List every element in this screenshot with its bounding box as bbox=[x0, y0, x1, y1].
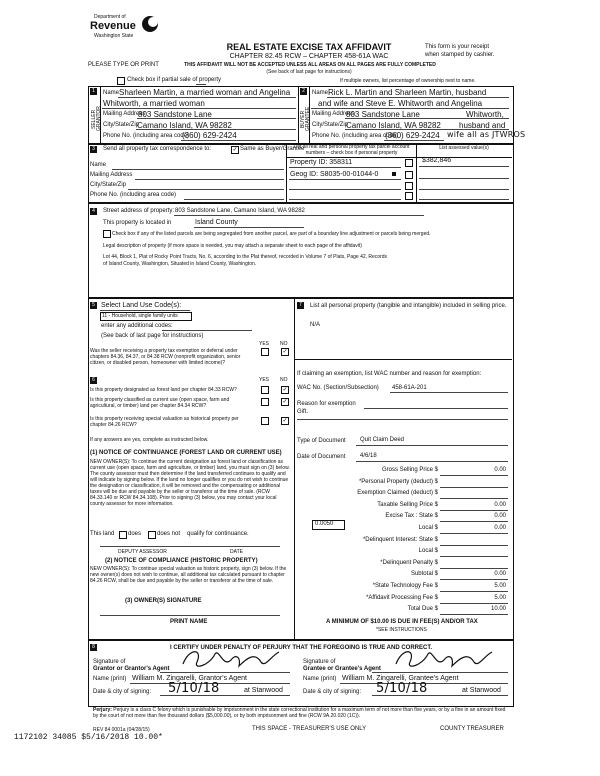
calc-row-label: Excise Tax : State $ bbox=[385, 513, 438, 519]
calc-row-value[interactable]: 5.00 bbox=[494, 583, 506, 589]
buyer-city-field[interactable]: Camano Island, WA 98282 bbox=[346, 121, 441, 130]
historic-title: (2) NOTICE OF COMPLIANCE (HISTORIC PROPERTY) bbox=[105, 558, 258, 564]
same-as-buyer-label: Same as Buyer/Grantee bbox=[240, 146, 305, 152]
corr-city-label: City/State/Zip bbox=[90, 182, 127, 188]
reason-label: Reason for exemption bbox=[297, 401, 356, 407]
grantor-name-label: Name (print) bbox=[93, 676, 127, 682]
boundary-label: Check box if any of the listed parcels are being segregated from another parcel, are part of a boundary line adjustment or parcels being merged. bbox=[112, 231, 431, 237]
grantee-sig-label2: Grantee or Grantee's Agent bbox=[303, 666, 381, 672]
dept-line3: Washington State bbox=[94, 33, 134, 39]
dept-line2: Revenue bbox=[90, 20, 136, 32]
wac-label: WAC No. (Section/Subsection) bbox=[297, 385, 379, 391]
reason-value[interactable]: Gift. bbox=[297, 409, 309, 415]
minimum-note: A MINIMUM OF $10.00 IS DUE IN FEE(S) AND/OR TAX bbox=[326, 619, 478, 625]
calc-row-label: *Delinquent Interest: State $ bbox=[362, 537, 438, 543]
owner-signature-label: (3) OWNER(S) SIGNATURE bbox=[125, 598, 202, 604]
calc-row-label: Total Due $ bbox=[407, 606, 438, 612]
s5-no-header: NO bbox=[280, 341, 288, 347]
receipt-note2: when stamped by cashier. bbox=[425, 52, 495, 58]
buyer-city-label: City/State/Zip bbox=[312, 122, 349, 128]
exemption-no-checkbox[interactable]: ✓ bbox=[282, 349, 288, 355]
section-5-number: 5 bbox=[90, 302, 97, 309]
form-title: REAL ESTATE EXCISE TAX AFFIDAVIT bbox=[226, 42, 392, 52]
calc-row-label: *State Technology Fee $ bbox=[372, 583, 438, 589]
receipt-note1: This form is your receipt bbox=[425, 44, 490, 50]
seller-name-label: Name bbox=[103, 90, 120, 96]
calc-row-label: Gross Selling Price $ bbox=[381, 467, 438, 473]
legal-desc-label: Legal description of property (if more space is needed, you may attach a separate sheet to each page of the affidavit) bbox=[103, 243, 362, 249]
buyer-name-field-line2[interactable]: and wife and Steve E. Whitworth and Angelina bbox=[318, 99, 483, 108]
doc-date-label: Date of Document bbox=[297, 454, 346, 460]
doc-type-label: Type of Document bbox=[297, 438, 346, 444]
calc-row-value[interactable]: 0.00 bbox=[494, 571, 506, 577]
buyer-city-field-cont[interactable]: husband and bbox=[459, 121, 506, 130]
street-address-field[interactable]: 803 Sandstone Lane, Camano Island, WA 98282 bbox=[175, 208, 305, 214]
buyer-phone-field[interactable]: (360) 629-2424 bbox=[385, 131, 440, 140]
section-3-number: 3 bbox=[90, 146, 97, 153]
street-address-label: Street address of property: bbox=[103, 208, 175, 214]
corr-phone-label: Phone No. (including area code) bbox=[90, 192, 177, 198]
dor-logo bbox=[84, 10, 164, 48]
if-yes-note: If any answers are yes, complete as instructed below. bbox=[90, 437, 209, 443]
form-warning: THIS AFFIDAVIT WILL NOT BE ACCEPTED UNLESS ALL AREAS ON ALL PAGES ARE FULLY COMPLETED bbox=[184, 62, 436, 68]
perjury-text: Perjury is a class C felony which is punishable by imprisonment in the state correctional institution for a maximum term of not more than five years, or by a fine in an amount fixed by the court of not more than five thousand dollars ($5,000.00), or by both imprisonment and fine (RCW 9A.20.020 (1C)). bbox=[93, 707, 506, 719]
buyer-address-field[interactable]: 803 Sandstone Lane bbox=[346, 110, 420, 119]
forest-yes-checkbox[interactable] bbox=[261, 386, 269, 394]
s6-yes-header: YES bbox=[259, 377, 270, 383]
see-back-note: (See back of last page for instructions) bbox=[266, 69, 352, 75]
buyer-phone-label: Phone No. (including area code) bbox=[312, 133, 399, 139]
grantor-sig-label1: Signature of bbox=[93, 659, 126, 665]
county-treasurer-label: COUNTY TREASURER bbox=[440, 726, 504, 732]
historic-question: Is this property receiving special valuation as historical property per chapter 84.26 RCW? bbox=[90, 416, 239, 428]
calc-row-label: *Affidavit Processing Fee $ bbox=[366, 595, 438, 601]
does-qualify-checkbox[interactable] bbox=[119, 531, 127, 539]
calc-row-value[interactable]: 0.00 bbox=[494, 502, 506, 508]
historic-yes-checkbox[interactable] bbox=[261, 417, 269, 425]
historic-no-checkbox[interactable]: ✓ bbox=[282, 418, 288, 424]
see-instructions: *SEE INSTRUCTIONS bbox=[376, 627, 427, 633]
section-6-number: 6 bbox=[90, 377, 97, 384]
grantor-sig-label2: Grantor or Grantor's Agent bbox=[93, 666, 170, 672]
exemption-question: Was the seller receiving a property tax exemption or deferral under chapters 84.36, 84.37, or 84.38 RCW (nonprofit organization, senior citizen, or disabled person, homeowner with limited income)? bbox=[90, 348, 241, 366]
does-label: does bbox=[128, 531, 142, 537]
parcel-3-personal-checkbox[interactable] bbox=[405, 182, 413, 190]
does-not-qualify-checkbox[interactable] bbox=[148, 531, 156, 539]
parcel-2-personal-checkbox[interactable] bbox=[405, 171, 413, 179]
calc-row-value[interactable]: 0.00 bbox=[494, 525, 506, 531]
wac-intro: If claiming an exemption, list WAC number and reason for exemption: bbox=[297, 371, 482, 377]
form-chapter: CHAPTER 82.45 RCW – CHAPTER 458-61A WAC bbox=[229, 53, 389, 60]
seller-city-label: City/State/Zip bbox=[103, 122, 140, 128]
does-not-label: does not bbox=[157, 531, 181, 537]
personal-property-label: List all personal property (tangible and intangible) included in selling price. bbox=[310, 303, 507, 309]
qualify-label: qualify for continuance. bbox=[187, 531, 249, 537]
s6-no-header: NO bbox=[280, 377, 288, 383]
seller-name-field[interactable]: Sharleen Martin, a married woman and Angelina bbox=[119, 88, 291, 97]
legal-desc-line1[interactable]: Lot 44, Block 1, Plat of Rocky Point Tracts, No. 6, according to the Plat thereof, recorded in Volume 7 of Plats, Page 42, Records bbox=[103, 254, 388, 260]
grantor-print-name[interactable]: William M. Zingarelli, Grantor's Agent bbox=[132, 675, 247, 682]
partial-sale-label: Check box if partial sale of property bbox=[127, 77, 222, 83]
parcel-header: List all real and personal property tax parcel account numbers – check box if personal property bbox=[293, 144, 410, 156]
corr-address-label: Mailing Address bbox=[90, 172, 133, 178]
grantee-signature[interactable] bbox=[388, 644, 498, 674]
section-1-number: 1 bbox=[90, 88, 97, 95]
multiple-owners-note: If multiple owners, list percentage of ownership next to name. bbox=[340, 78, 476, 84]
calc-row-label: Local $ bbox=[418, 548, 438, 554]
grantor-signature[interactable] bbox=[175, 644, 285, 674]
parcel-4-personal-checkbox[interactable] bbox=[405, 192, 413, 200]
grantee-date-label: Date & city of signing: bbox=[303, 689, 362, 695]
parcel-2-ink-dot bbox=[392, 172, 396, 176]
seller-address-field[interactable]: 803 Sandstone Lane bbox=[138, 110, 212, 119]
local-rate-value: 0.0050 bbox=[315, 521, 334, 527]
seller-city-field[interactable]: Camano Island, WA 98282 bbox=[137, 121, 232, 130]
located-in-label: This property is located in bbox=[103, 220, 172, 226]
seller-address-label: Mailing Address bbox=[103, 111, 146, 117]
corr-name-label: Name bbox=[90, 162, 107, 168]
calc-row-value[interactable]: 0.00 bbox=[494, 467, 506, 473]
calc-row-value[interactable]: 0.00 bbox=[494, 513, 506, 519]
doc-type-value[interactable]: Quit Claim Deed bbox=[360, 437, 405, 443]
land-use-label: Select Land Use Code(s): bbox=[101, 302, 182, 309]
section-2-number: 2 bbox=[300, 88, 307, 95]
deputy-date-label: DATE bbox=[230, 549, 243, 555]
dept-line1: Department of bbox=[94, 14, 126, 20]
assessed-header: List assessed value(s) bbox=[439, 145, 489, 151]
grantor-signing-date[interactable]: 5/10/18 bbox=[168, 681, 220, 696]
perjury-bold: Perjury: bbox=[93, 707, 112, 713]
buyer-name-label: Name bbox=[312, 90, 329, 96]
section-8-number: 8 bbox=[90, 644, 97, 651]
current-use-yes-checkbox[interactable] bbox=[261, 398, 269, 406]
continuance-title: (1) NOTICE OF CONTINUANCE (FOREST LAND OR CURRENT USE) bbox=[90, 450, 282, 456]
current-use-question: Is this property classified as current use (open space, farm and agricultural, or timber) land per chapter 84.34 RCW? bbox=[90, 397, 230, 409]
perjury-note bbox=[93, 707, 509, 719]
parcel-1-value[interactable]: Property ID: 358311 bbox=[290, 159, 353, 166]
seller-name-field-line2[interactable]: Whitworth, a married woman bbox=[103, 99, 205, 108]
personal-property-value[interactable]: N/A bbox=[310, 322, 321, 328]
same-as-buyer-checkbox[interactable]: ✓ bbox=[232, 147, 238, 153]
wac-value[interactable]: 458-61A-201 bbox=[392, 385, 427, 391]
section-4-number: 4 bbox=[90, 208, 97, 215]
calc-row-label: *Delinquent Penalty $ bbox=[380, 560, 438, 566]
section-7-number: 7 bbox=[297, 302, 304, 309]
s5-yes-header: YES bbox=[259, 341, 270, 347]
exemption-yes-checkbox[interactable] bbox=[261, 348, 269, 356]
located-in-field[interactable]: Island County bbox=[195, 219, 238, 226]
buyer-handwritten-note: wife all as JTWROS bbox=[447, 130, 526, 139]
this-land-label: This land bbox=[90, 531, 115, 537]
type-note: PLEASE TYPE OR PRINT bbox=[88, 62, 159, 68]
grantor-date-label: Date & city of signing: bbox=[93, 689, 152, 695]
deputy-assessor-label: DEPUTY ASSESSOR bbox=[118, 549, 167, 555]
parcel-1-personal-checkbox[interactable] bbox=[405, 159, 413, 167]
forest-land-question: Is this property designated as forest land per chapter 84.33 RCW? bbox=[90, 387, 237, 393]
buyer-name-field[interactable]: Rick L. Martin and Sharleen Martin, husband bbox=[328, 88, 487, 97]
certify-statement: I CERTIFY UNDER PENALTY OF PERJURY THAT THE FOREGOING IS TRUE AND CORRECT. bbox=[170, 645, 433, 651]
buyer-address-field-cont[interactable]: Whitworth, bbox=[466, 110, 504, 119]
calc-row-label: Local $ bbox=[418, 525, 438, 531]
legal-desc-line2[interactable]: of Island County, Washington, Situated in Island County, Washington. bbox=[103, 261, 257, 267]
forest-no-checkbox[interactable]: ✓ bbox=[282, 387, 288, 393]
send-correspondence-label: Send all property tax correspondence to: bbox=[103, 146, 212, 152]
buyer-address-label: Mailing Address bbox=[312, 111, 355, 117]
seller-side-label: SELLER GRANTOR bbox=[91, 106, 102, 132]
calc-row-label: Exemption Claimed (deduct) $ bbox=[357, 490, 438, 496]
section-4-box bbox=[88, 202, 514, 299]
grantee-signing-city[interactable]: at Stanwood bbox=[462, 687, 501, 694]
assessed-1-value[interactable]: $382,846 bbox=[422, 157, 452, 164]
current-use-no-checkbox[interactable]: ✓ bbox=[282, 399, 288, 405]
calc-row-label: Taxable Selling Price $ bbox=[377, 502, 438, 508]
continuance-text: NEW OWNER(S): To continue the current designation as forest land or classification as current use (open space, farm and agriculture, or timber) land, you must sign on (3) below. The county assessor must then determine if the land transferred continues to qualify and will indicate by signing below. If the land no longer qualifies or you do not wish to continue the designation or classification, it will be removed and the compensating or additional taxes will be due and payable by the seller or transferor at the time of sale. (RCW 84.33.140 or RCW 84.34.108). Prior to signing (3) below, you may contact your local county assessor for more information. bbox=[90, 459, 290, 507]
calc-row-label: *Personal Property (deduct) $ bbox=[358, 479, 438, 485]
parcel-2-value[interactable]: Geog ID: S8035-00-01044-0 bbox=[290, 171, 379, 178]
additional-codes-label: enter any additional codes: bbox=[101, 323, 173, 329]
calc-row-label: Subtotal $ bbox=[410, 571, 438, 577]
partial-sale-checkbox[interactable] bbox=[117, 77, 125, 85]
historic-text: NEW OWNER(S): To continue special valuation as historic property, sign (3) below. If the new owner(s) does not wish to continue, all additional tax calculated pursuant to chapter 84.26 RCW, shall be due and payable by the seller or transferor at the time of sale. bbox=[90, 566, 287, 584]
grantee-sig-label1: Signature of bbox=[303, 659, 336, 665]
doc-date-value[interactable]: 4/6/18 bbox=[360, 453, 377, 459]
boundary-checkbox[interactable] bbox=[103, 230, 111, 238]
grantor-signing-city[interactable]: at Stanwood bbox=[244, 687, 283, 694]
land-use-value: 11 - Household, single family units bbox=[102, 313, 178, 319]
recording-stamp: 1172102 34085 $5/16/2018 10.00* bbox=[14, 733, 163, 742]
rev-number: REV 84 0001a (04/28/15) bbox=[93, 727, 150, 733]
treasurer-use-label: THIS SPACE - TREASURER'S USE ONLY bbox=[252, 726, 367, 732]
calc-row-value[interactable]: 5.00 bbox=[494, 595, 506, 601]
seller-phone-field[interactable]: (360) 629-2424 bbox=[182, 131, 237, 140]
grantee-signing-date[interactable]: 5/10/18 bbox=[376, 681, 428, 696]
calc-row-value[interactable]: 10.00 bbox=[490, 606, 506, 612]
grantee-print-name[interactable]: William M. Zingarelli, Grantee's Agent bbox=[342, 675, 459, 682]
buyer-side-label: BUYER GRANTEE bbox=[300, 106, 311, 132]
land-use-back-note: (See back of last page for instructions) bbox=[101, 333, 204, 339]
grantee-name-label: Name (print) bbox=[303, 676, 337, 682]
print-name-label: PRINT NAME bbox=[170, 619, 208, 625]
seller-phone-label: Phone No. (including area code) bbox=[103, 133, 190, 139]
